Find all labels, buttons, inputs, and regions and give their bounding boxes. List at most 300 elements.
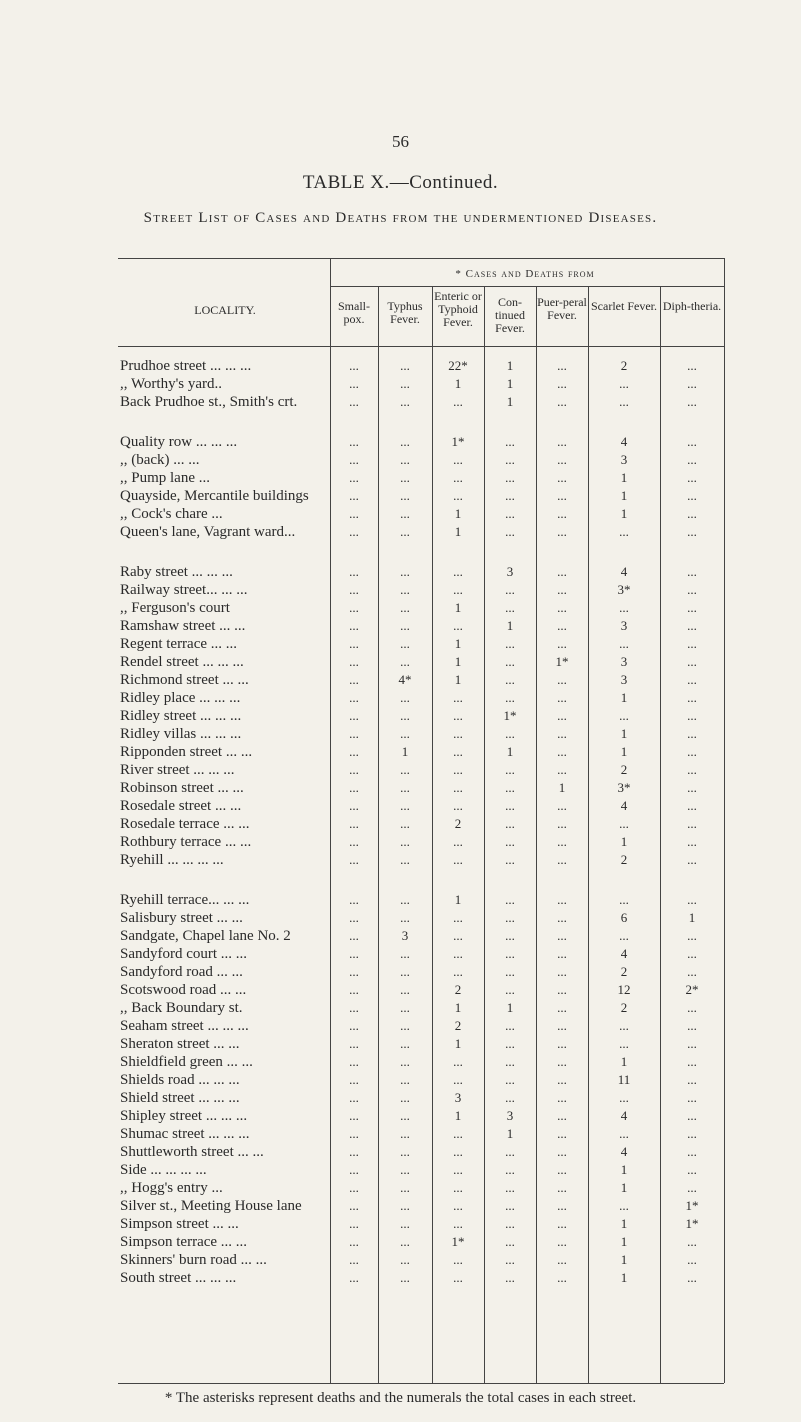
value-cell-en: ...: [453, 780, 463, 795]
value-cell-pu: ...: [557, 1162, 567, 1177]
value-cell-pu: ...: [557, 358, 567, 373]
table-row: [120, 892, 720, 908]
locality-cell: Ridley villas ... ... ...: [120, 726, 242, 742]
table-row: [120, 1018, 720, 1034]
locality-cell: Ryehill ... ... ... ...: [120, 852, 224, 868]
value-cell-co: ...: [505, 690, 515, 705]
locality-cell: Ripponden street ... ...: [120, 744, 253, 760]
value-cell-co: ...: [505, 524, 515, 539]
value-cell-sp: ...: [349, 1108, 359, 1123]
table-row: [120, 358, 720, 374]
value-cell-co: ...: [505, 726, 515, 741]
value-cell-pu: ...: [557, 1054, 567, 1069]
value-cell-sp: ...: [349, 816, 359, 831]
value-cell-di: ...: [687, 1144, 697, 1159]
value-cell-pu: ...: [557, 708, 567, 723]
locality-cell: South street ... ... ...: [120, 1270, 237, 1286]
value-cell-pu: ...: [557, 1000, 567, 1015]
value-cell-pu: ...: [557, 744, 567, 759]
value-cell-ty: ...: [400, 1000, 410, 1015]
value-cell-ty: ...: [400, 946, 410, 961]
value-cell-ty: ...: [400, 524, 410, 539]
value-cell-sp: ...: [349, 524, 359, 539]
locality-cell: Scotswood road ... ...: [120, 982, 247, 998]
value-cell-ty: ...: [400, 1144, 410, 1159]
value-cell-di: ...: [687, 816, 697, 831]
value-cell-sc: 3: [620, 672, 628, 687]
value-cell-ty: ...: [400, 470, 410, 485]
value-cell-co: ...: [505, 762, 515, 777]
value-cell-pu: ...: [557, 470, 567, 485]
value-cell-di: ...: [687, 582, 697, 597]
value-cell-di: ...: [687, 1126, 697, 1141]
value-cell-co: ...: [505, 1216, 515, 1231]
value-cell-pu: ...: [557, 636, 567, 651]
locality-cell: ,, Worthy's yard..: [120, 376, 223, 392]
locality-cell: Silver st., Meeting House lane: [120, 1198, 302, 1214]
table-row: [120, 654, 720, 670]
value-cell-sp: ...: [349, 394, 359, 409]
value-cell-di: ...: [687, 600, 697, 615]
locality-cell: Rendel street ... ... ...: [120, 654, 244, 670]
value-cell-sp: ...: [349, 1144, 359, 1159]
value-cell-sp: ...: [349, 1018, 359, 1033]
locality-cell: Rosedale street ... ...: [120, 798, 242, 814]
value-cell-pu: ...: [557, 928, 567, 943]
value-cell-co: ...: [505, 780, 515, 795]
value-cell-sp: ...: [349, 434, 359, 449]
value-cell-co: ...: [505, 910, 515, 925]
value-cell-en: ...: [453, 708, 463, 723]
locality-cell: Shield street ... ... ...: [120, 1090, 240, 1106]
table-row: [120, 816, 720, 832]
locality-cell: Shipley street ... ... ...: [120, 1108, 248, 1124]
value-cell-sc: 3: [620, 618, 628, 633]
value-cell-co: ...: [505, 600, 515, 615]
value-cell-sc: 2: [620, 358, 628, 373]
table-row: [120, 798, 720, 814]
value-cell-ty: ...: [400, 816, 410, 831]
value-cell-co: ...: [505, 816, 515, 831]
value-cell-di: ...: [687, 636, 697, 651]
value-cell-ty: ...: [400, 564, 410, 579]
value-cell-sp: ...: [349, 928, 359, 943]
value-cell-ty: ...: [400, 1234, 410, 1249]
value-cell-di: ...: [687, 744, 697, 759]
table-row: [120, 690, 720, 706]
table-row: [120, 1072, 720, 1088]
value-cell-sc: 2: [620, 964, 628, 979]
col-header-typhus: Typhus Fever.: [387, 299, 423, 326]
value-cell-sc: ...: [619, 1036, 629, 1051]
value-cell-sc: 1: [620, 1180, 628, 1195]
value-cell-co: ...: [505, 1036, 515, 1051]
value-cell-pu: ...: [557, 946, 567, 961]
value-cell-pu: ...: [557, 1036, 567, 1051]
table-row: [120, 376, 720, 392]
locality-cell: Sandyford road ... ...: [120, 964, 243, 980]
value-cell-di: ...: [687, 1108, 697, 1123]
value-cell-ty: ...: [400, 1054, 410, 1069]
value-cell-en: 1: [454, 654, 462, 669]
locality-cell: ,, Back Boundary st.: [120, 1000, 243, 1016]
value-cell-pu: ...: [557, 834, 567, 849]
value-cell-sp: ...: [349, 834, 359, 849]
value-cell-sc: 4: [620, 564, 628, 579]
value-cell-ty: ...: [400, 834, 410, 849]
value-cell-pu: ...: [557, 672, 567, 687]
table-row: [120, 982, 720, 998]
table-row: [120, 488, 720, 504]
value-cell-pu: ...: [557, 1072, 567, 1087]
value-cell-en: 2: [454, 816, 462, 831]
value-cell-sc: 1: [620, 690, 628, 705]
value-cell-en: ...: [453, 1216, 463, 1231]
value-cell-ty: ...: [400, 1018, 410, 1033]
value-cell-ty: ...: [400, 654, 410, 669]
value-cell-sc: 1: [620, 1270, 628, 1285]
locality-cell: ,, Hogg's entry ...: [120, 1180, 223, 1196]
value-cell-di: ...: [687, 708, 697, 723]
value-cell-pu: ...: [557, 798, 567, 813]
value-cell-di: ...: [687, 672, 697, 687]
value-cell-sc: ...: [619, 636, 629, 651]
table-row: [120, 834, 720, 850]
value-cell-sp: ...: [349, 946, 359, 961]
col-header-smallpox: Small-pox.: [338, 299, 370, 326]
value-cell-di: ...: [687, 726, 697, 741]
value-cell-ty: ...: [400, 762, 410, 777]
value-cell-en: 1: [454, 1000, 462, 1015]
value-cell-sp: ...: [349, 582, 359, 597]
value-cell-en: ...: [453, 1270, 463, 1285]
value-cell-sp: ...: [349, 1198, 359, 1213]
value-cell-di: 1*: [685, 1198, 699, 1213]
value-cell-sc: 2: [620, 762, 628, 777]
value-cell-di: ...: [687, 1234, 697, 1249]
value-cell-ty: ...: [400, 964, 410, 979]
value-cell-co: ...: [505, 852, 515, 867]
value-cell-ty: ...: [400, 394, 410, 409]
value-cell-sc: 2: [620, 852, 628, 867]
value-cell-di: ...: [687, 358, 697, 373]
table-row: [120, 708, 720, 724]
table-bottom-rule: [118, 1383, 724, 1384]
value-cell-pu: ...: [557, 394, 567, 409]
value-cell-sp: ...: [349, 708, 359, 723]
value-cell-sp: ...: [349, 672, 359, 687]
value-cell-pu: ...: [557, 600, 567, 615]
value-cell-co: 1*: [503, 708, 517, 723]
value-cell-sp: ...: [349, 1180, 359, 1195]
table-row: [120, 762, 720, 778]
col-header-scarlet: Scarlet Fever.: [591, 299, 657, 313]
value-cell-sc: 1: [620, 1252, 628, 1267]
value-cell-di: ...: [687, 1270, 697, 1285]
value-cell-sc: 3: [620, 654, 628, 669]
value-cell-sp: ...: [349, 726, 359, 741]
value-cell-sc: 3: [620, 452, 628, 467]
value-cell-sc: ...: [619, 600, 629, 615]
locality-cell: Queen's lane, Vagrant ward...: [120, 524, 296, 540]
table-row: [120, 506, 720, 522]
value-cell-co: 3: [506, 564, 514, 579]
col-header-continued: Con-tinued Fever.: [495, 295, 525, 335]
value-cell-en: ...: [453, 964, 463, 979]
value-cell-en: 1*: [451, 434, 465, 449]
table-row: [120, 1090, 720, 1106]
value-cell-ty: ...: [400, 1108, 410, 1123]
value-cell-sc: ...: [619, 1198, 629, 1213]
value-cell-sp: ...: [349, 358, 359, 373]
value-cell-sp: ...: [349, 1036, 359, 1051]
value-cell-ty: ...: [400, 488, 410, 503]
table-row: [120, 780, 720, 796]
value-cell-en: ...: [453, 1126, 463, 1141]
table-row: [120, 744, 720, 760]
locality-cell: Ridley place ... ... ...: [120, 690, 241, 706]
value-cell-di: ...: [687, 564, 697, 579]
value-cell-pu: ...: [557, 506, 567, 521]
value-cell-di: ...: [687, 1036, 697, 1051]
value-cell-di: ...: [687, 524, 697, 539]
locality-cell: Sheraton street ... ...: [120, 1036, 240, 1052]
value-cell-di: ...: [687, 470, 697, 485]
value-cell-pu: 1*: [555, 654, 569, 669]
value-cell-sc: 1: [620, 744, 628, 759]
value-cell-pu: ...: [557, 1144, 567, 1159]
value-cell-ty: ...: [400, 910, 410, 925]
value-cell-pu: ...: [557, 1234, 567, 1249]
locality-cell: ,, Pump lane ...: [120, 470, 210, 486]
value-cell-ty: ...: [400, 1072, 410, 1087]
value-cell-co: ...: [505, 582, 515, 597]
value-cell-co: ...: [505, 928, 515, 943]
locality-cell: ,, Cock's chare ...: [120, 506, 223, 522]
value-cell-pu: ...: [557, 1090, 567, 1105]
value-cell-co: ...: [505, 1252, 515, 1267]
value-cell-sc: ...: [619, 708, 629, 723]
value-cell-en: 1: [454, 672, 462, 687]
value-cell-en: ...: [453, 1198, 463, 1213]
value-cell-en: 1: [454, 892, 462, 907]
value-cell-di: ...: [687, 1072, 697, 1087]
value-cell-co: ...: [505, 470, 515, 485]
locality-cell: Robinson street ... ...: [120, 780, 244, 796]
value-cell-pu: ...: [557, 762, 567, 777]
value-cell-pu: ...: [557, 690, 567, 705]
locality-cell: Shields road ... ... ...: [120, 1072, 240, 1088]
value-cell-ty: 1: [401, 744, 409, 759]
value-cell-di: ...: [687, 834, 697, 849]
value-cell-sc: 11: [617, 1072, 631, 1087]
value-cell-co: ...: [505, 452, 515, 467]
value-cell-pu: 1: [558, 780, 566, 795]
value-cell-co: ...: [505, 1018, 515, 1033]
value-cell-ty: ...: [400, 1198, 410, 1213]
value-cell-ty: ...: [400, 1126, 410, 1141]
value-cell-pu: ...: [557, 564, 567, 579]
value-cell-sc: 4: [620, 798, 628, 813]
value-cell-sp: ...: [349, 1162, 359, 1177]
locality-cell: Shuttleworth street ... ...: [120, 1144, 264, 1160]
value-cell-pu: ...: [557, 816, 567, 831]
locality-cell: Railway street... ... ...: [120, 582, 248, 598]
col-header-diphtheria: Diph-theria.: [662, 299, 722, 313]
value-cell-ty: ...: [400, 852, 410, 867]
value-cell-en: ...: [453, 762, 463, 777]
value-cell-sp: ...: [349, 1234, 359, 1249]
value-cell-sc: ...: [619, 376, 629, 391]
value-cell-ty: ...: [400, 780, 410, 795]
value-cell-ty: ...: [400, 452, 410, 467]
locality-cell: Shumac street ... ... ...: [120, 1126, 250, 1142]
value-cell-co: ...: [505, 1180, 515, 1195]
locality-cell: Rothbury terrace ... ...: [120, 834, 252, 850]
value-cell-pu: ...: [557, 488, 567, 503]
locality-cell: ,, (back) ... ...: [120, 452, 200, 468]
value-cell-ty: ...: [400, 358, 410, 373]
value-cell-sc: 1: [620, 470, 628, 485]
value-cell-sp: ...: [349, 506, 359, 521]
value-cell-en: ...: [453, 618, 463, 633]
value-cell-ty: ...: [400, 1036, 410, 1051]
value-cell-pu: ...: [557, 910, 567, 925]
value-cell-en: 1: [454, 1036, 462, 1051]
value-cell-en: ...: [453, 798, 463, 813]
value-cell-sp: ...: [349, 1252, 359, 1267]
value-cell-en: ...: [453, 1072, 463, 1087]
value-cell-ty: ...: [400, 434, 410, 449]
value-cell-en: ...: [453, 946, 463, 961]
value-cell-sc: ...: [619, 524, 629, 539]
value-cell-sc: 6: [620, 910, 628, 925]
value-cell-en: 2: [454, 982, 462, 997]
value-cell-di: ...: [687, 928, 697, 943]
value-cell-sc: ...: [619, 928, 629, 943]
value-cell-en: 1: [454, 600, 462, 615]
value-cell-ty: ...: [400, 636, 410, 651]
value-cell-pu: ...: [557, 1270, 567, 1285]
locality-cell: Regent terrace ... ...: [120, 636, 238, 652]
value-cell-sp: ...: [349, 376, 359, 391]
value-cell-sc: 4: [620, 1144, 628, 1159]
locality-cell: Prudhoe street ... ... ...: [120, 358, 252, 374]
value-cell-sc: 2: [620, 1000, 628, 1015]
value-cell-co: ...: [505, 1144, 515, 1159]
value-cell-pu: ...: [557, 1126, 567, 1141]
value-cell-sc: ...: [619, 1018, 629, 1033]
value-cell-sp: ...: [349, 618, 359, 633]
value-cell-sp: ...: [349, 964, 359, 979]
table-row: [120, 524, 720, 540]
value-cell-en: ...: [453, 1162, 463, 1177]
value-cell-en: 22*: [448, 358, 468, 373]
value-cell-sp: ...: [349, 1216, 359, 1231]
locality-cell: Salisbury street ... ...: [120, 910, 243, 926]
value-cell-co: 1: [506, 358, 514, 373]
value-cell-di: ...: [687, 618, 697, 633]
locality-cell: Back Prudhoe st., Smith's crt.: [120, 394, 298, 410]
value-cell-di: ...: [687, 798, 697, 813]
value-cell-di: 2*: [685, 982, 699, 997]
value-cell-sc: 4: [620, 1108, 628, 1123]
value-cell-co: ...: [505, 964, 515, 979]
value-cell-sc: 1: [620, 726, 628, 741]
value-cell-en: ...: [453, 852, 463, 867]
table-row: [120, 618, 720, 634]
value-cell-co: ...: [505, 1072, 515, 1087]
table-row: [120, 636, 720, 652]
value-cell-di: ...: [687, 1054, 697, 1069]
value-cell-en: ...: [453, 1180, 463, 1195]
value-cell-pu: ...: [557, 852, 567, 867]
table-row: [120, 1180, 720, 1196]
locality-cell: Quayside, Mercantile buildings: [120, 488, 309, 504]
value-cell-sp: ...: [349, 488, 359, 503]
value-cell-di: ...: [687, 654, 697, 669]
value-cell-sp: ...: [349, 982, 359, 997]
header-bottom-rule: [118, 346, 724, 347]
value-cell-ty: ...: [400, 618, 410, 633]
value-cell-ty: ...: [400, 1162, 410, 1177]
table-row: [120, 1126, 720, 1142]
value-cell-ty: 3: [401, 928, 409, 943]
value-cell-di: ...: [687, 1090, 697, 1105]
table-row: [120, 1054, 720, 1070]
value-cell-di: ...: [687, 762, 697, 777]
value-cell-en: 1: [454, 506, 462, 521]
locality-cell: Shieldfield green ... ...: [120, 1054, 253, 1070]
value-cell-co: ...: [505, 798, 515, 813]
table-row: [120, 852, 720, 868]
value-cell-en: ...: [453, 690, 463, 705]
value-cell-sp: ...: [349, 1090, 359, 1105]
value-cell-ty: ...: [400, 690, 410, 705]
value-cell-en: ...: [453, 1144, 463, 1159]
col-divider: [724, 258, 725, 1383]
value-cell-en: 2: [454, 1018, 462, 1033]
footnote: * The asterisks represent deaths and the numerals the total cases in each street.: [164, 1390, 637, 1406]
value-cell-sc: 1: [620, 834, 628, 849]
value-cell-sp: ...: [349, 892, 359, 907]
value-cell-co: ...: [505, 1270, 515, 1285]
locality-cell: Sandgate, Chapel lane No. 2: [120, 928, 291, 944]
value-cell-sc: ...: [619, 892, 629, 907]
table-row: [120, 394, 720, 410]
value-cell-ty: 4*: [398, 672, 412, 687]
value-cell-en: ...: [453, 834, 463, 849]
value-cell-co: 1: [506, 376, 514, 391]
value-cell-co: 1: [506, 1000, 514, 1015]
table-row: [120, 1000, 720, 1016]
table-row: [120, 600, 720, 616]
table-row: [120, 910, 720, 926]
value-cell-sp: ...: [349, 690, 359, 705]
table-row: [120, 452, 720, 468]
value-cell-sp: ...: [349, 1072, 359, 1087]
value-cell-co: ...: [505, 1054, 515, 1069]
value-cell-di: 1: [688, 910, 696, 925]
locality-cell: Side ... ... ... ...: [120, 1162, 207, 1178]
value-cell-di: ...: [687, 1180, 697, 1195]
value-cell-co: 1: [506, 744, 514, 759]
value-cell-co: ...: [505, 1234, 515, 1249]
value-cell-co: 3: [506, 1108, 514, 1123]
value-cell-co: ...: [505, 1162, 515, 1177]
value-cell-sc: ...: [619, 394, 629, 409]
value-cell-sp: ...: [349, 654, 359, 669]
